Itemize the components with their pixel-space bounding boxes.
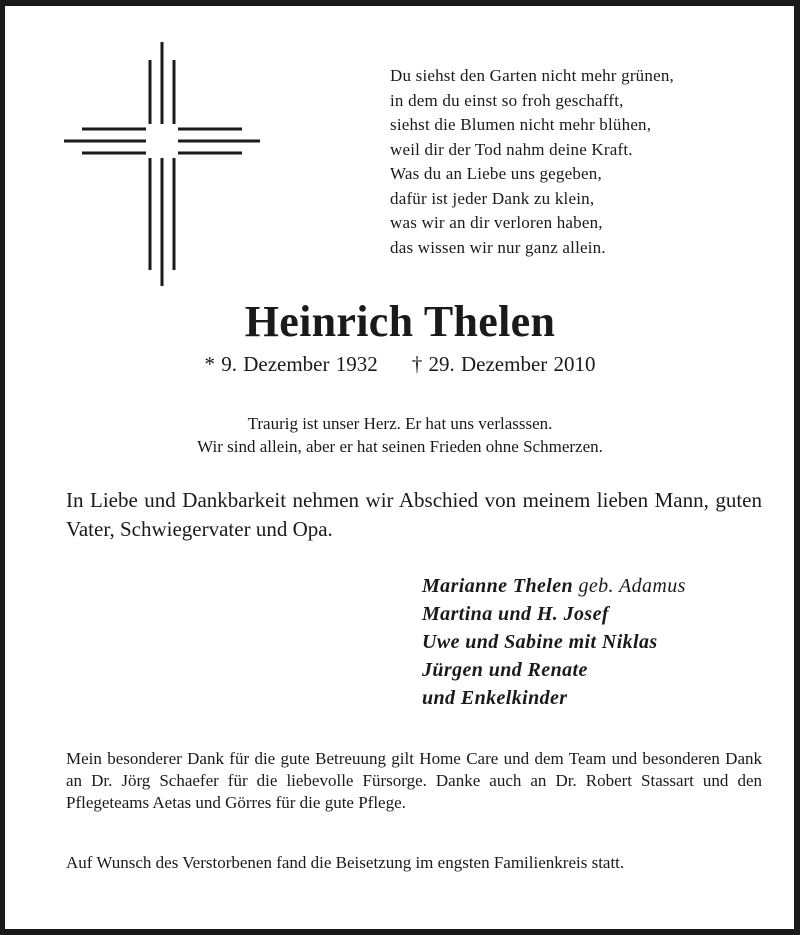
birth-date: * 9. Dezember 1932 bbox=[204, 352, 378, 376]
mourner-line bbox=[422, 572, 686, 600]
poem-line: Du siehst den Garten nicht mehr grünen, bbox=[390, 66, 674, 85]
mourner-line: und Enkelkinder bbox=[422, 687, 568, 709]
poem-line: dafür ist jeder Dank zu klein, bbox=[390, 188, 595, 208]
mourner-line: Jürgen und Renate bbox=[422, 659, 588, 681]
death-date: † 29. Dezember 2010 bbox=[411, 352, 596, 376]
mourner-maiden-name: geb. Adamus bbox=[578, 575, 686, 597]
poem-line: Was du an Liebe uns gegeben, bbox=[390, 164, 602, 183]
poem bbox=[390, 64, 770, 260]
quote bbox=[0, 412, 800, 458]
farewell-text: In Liebe und Dankbarkeit nehmen wir Abschied von meinem lieben Mann, guten Vater, Schwiegervater und Opa. bbox=[66, 488, 762, 541]
mourner-name: Marianne Thelen bbox=[422, 575, 574, 597]
mourner-line: Martina und H. Josef bbox=[422, 603, 609, 625]
poem-line: weil dir der Tod nahm deine Kraft. bbox=[390, 139, 633, 159]
mourners-list bbox=[422, 572, 686, 712]
poem-line: in dem du einst so froh geschafft, bbox=[390, 90, 624, 110]
thanks-text: Mein besonderer Dank für die gute Betreuung gilt Home Care und dem Team und besonderen Dank an Dr. Jörg Schaefer für die liebevolle Fürsorge. Danke auch an Dr. Robert Stassart und den Pflegeteams Aetas und Görres für die gute Pflege. bbox=[66, 749, 762, 812]
mourner-line: Uwe und Sabine mit Niklas bbox=[422, 631, 658, 653]
funeral-note: Auf Wunsch des Verstorbenen fand die Beisetzung im engsten Familienkreis statt. bbox=[66, 853, 625, 872]
quote-line: Wir sind allein, aber er hat seinen Frieden ohne Schmerzen. bbox=[197, 437, 603, 456]
poem-line: das wissen wir nur ganz allein. bbox=[390, 237, 606, 257]
deceased-name: Heinrich Thelen bbox=[244, 297, 556, 346]
poem-line: was wir an dir verloren haben, bbox=[390, 213, 603, 232]
poem-line: siehst die Blumen nicht mehr blühen, bbox=[390, 115, 652, 134]
life-dates bbox=[0, 352, 800, 377]
quote-line: Traurig ist unser Herz. Er hat uns verlasssen. bbox=[247, 414, 553, 433]
cross-icon bbox=[62, 40, 262, 290]
